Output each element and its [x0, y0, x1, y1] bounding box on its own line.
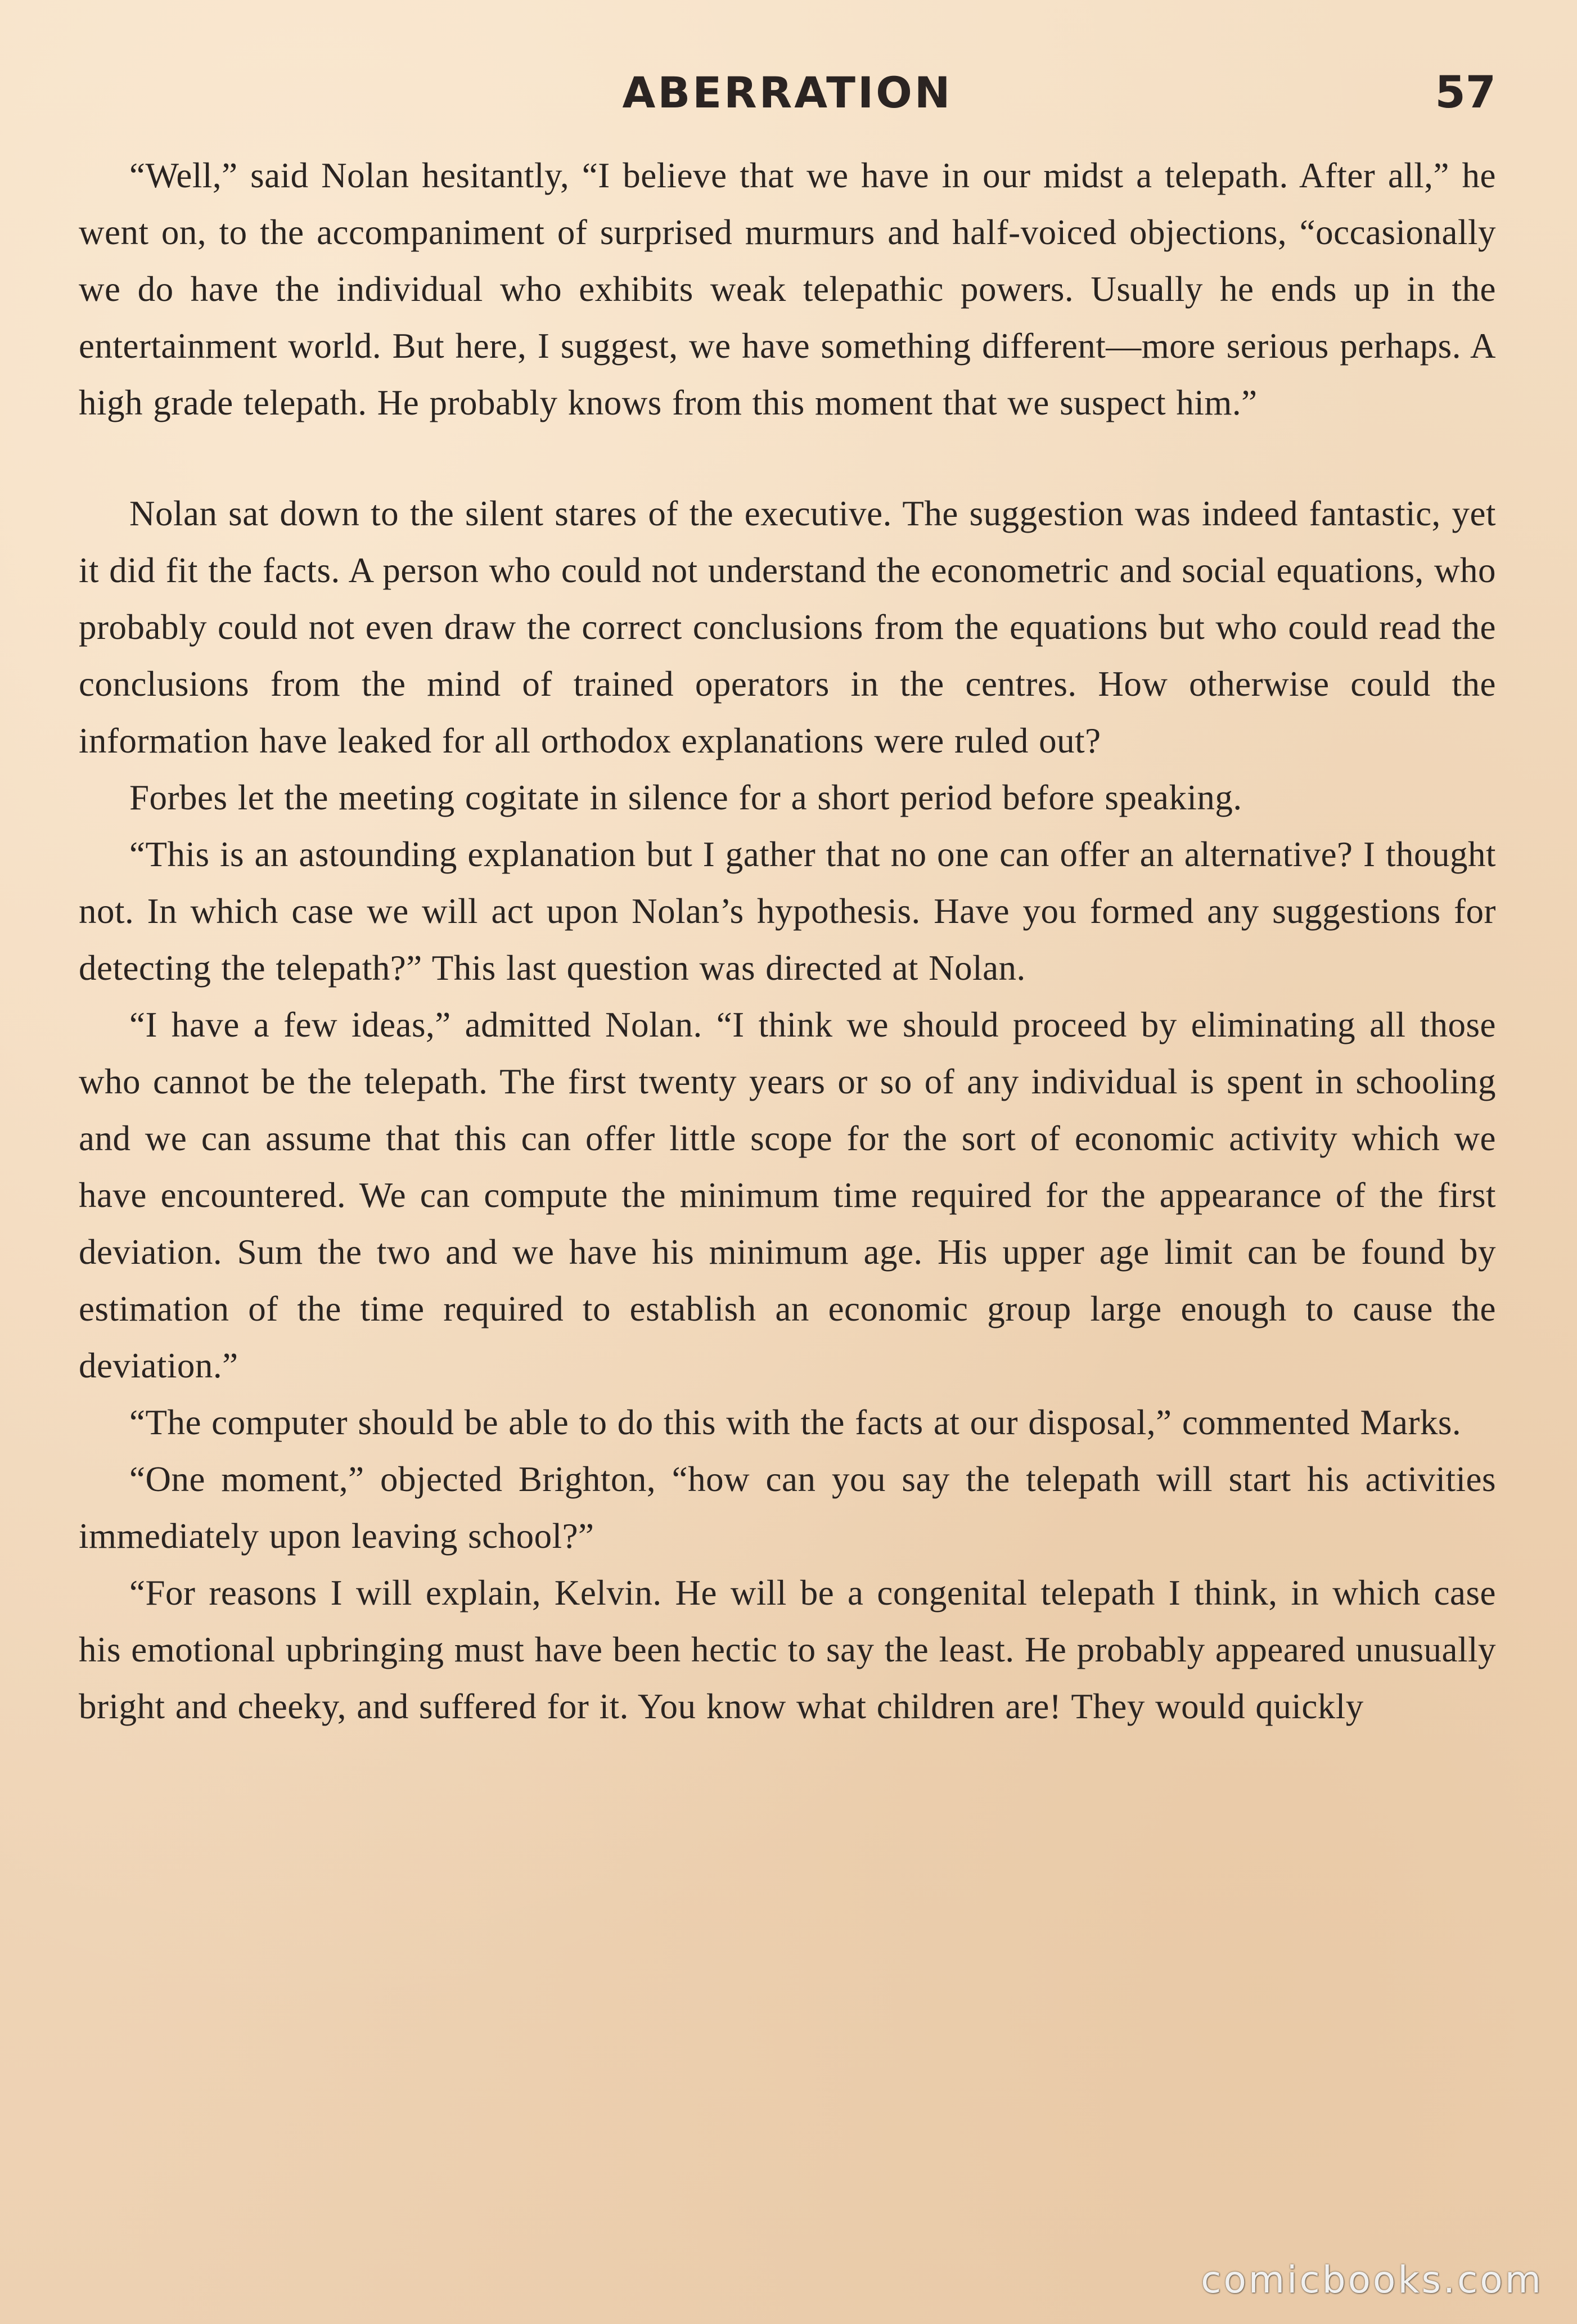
page-header [79, 67, 1496, 129]
watermark: comicbooks.com [1201, 2258, 1543, 2302]
body-text [79, 147, 1496, 1735]
paragraph-6: “The computer should be able to do this with the facts at our disposal,” commented Marks. [129, 1403, 1462, 1442]
paragraph-8: “For reasons I will explain, Kelvin. He will be a congenital telepath I think, in which case his emotional upbringing must have been hectic to say the least. He probably appeared unusually bright and cheeky, and suffered for it. You know what children are! They would quickly [79, 1573, 1496, 1726]
paragraph-4: “This is an astounding explanation but I gather that no one can offer an alternative? I thought not. In which case we will act upon Nolan’s hypothesis. Have you formed any suggestions for detecting the telepath?” This last question was directed at Nolan. [79, 835, 1496, 988]
paragraph-5: “I have a few ideas,” admitted Nolan. “I think we should proceed by eliminating all those who cannot be the telepath. The first twenty years or so of any individual is spent in schooling and we can assume that this can offer little scope for the sort of economic activity which we have encountered. We can compute the minimum time required for the appearance of the first deviation. Sum the two and we have his minimum age. His upper age limit can be found by estimation of the time required to establish an economic group large enough to cause the deviation.” [79, 1005, 1496, 1385]
paragraph-3: Forbes let the meeting cogitate in silence for a short period before speaking. [129, 778, 1242, 817]
paragraph-2: Nolan sat down to the silent stares of the executive. The suggestion was indeed fantastic, yet it did fit the facts. A person who could not understand the econometric and social equations, who probably could not even draw the correct conclusions from the equations but who could read the conclusions from the mind of trained operators in the centres. How otherwise could the information have leaked for all orthodox explanations were ruled out? [79, 494, 1496, 760]
paragraph-1: “Well,” said Nolan hesitantly, “I believe that we have in our midst a telepath. After all,” he went on, to the accompaniment of surprised murmurs and half-voiced objections, “occasionally we do have the individual who exhibits weak telepathic powers. Usually he ends up in the entertainment world. But here, I suggest, we have something different—more serious perhaps. A high grade telepath. He probably knows from this moment that we suspect him.” [79, 156, 1496, 422]
page-number: 57 [1435, 67, 1496, 118]
paragraph-7: “One moment,” objected Brighton, “how can you say the telepath will start his activities immediately upon leaving school?” [79, 1460, 1496, 1556]
running-title: ABERRATION [622, 67, 953, 118]
